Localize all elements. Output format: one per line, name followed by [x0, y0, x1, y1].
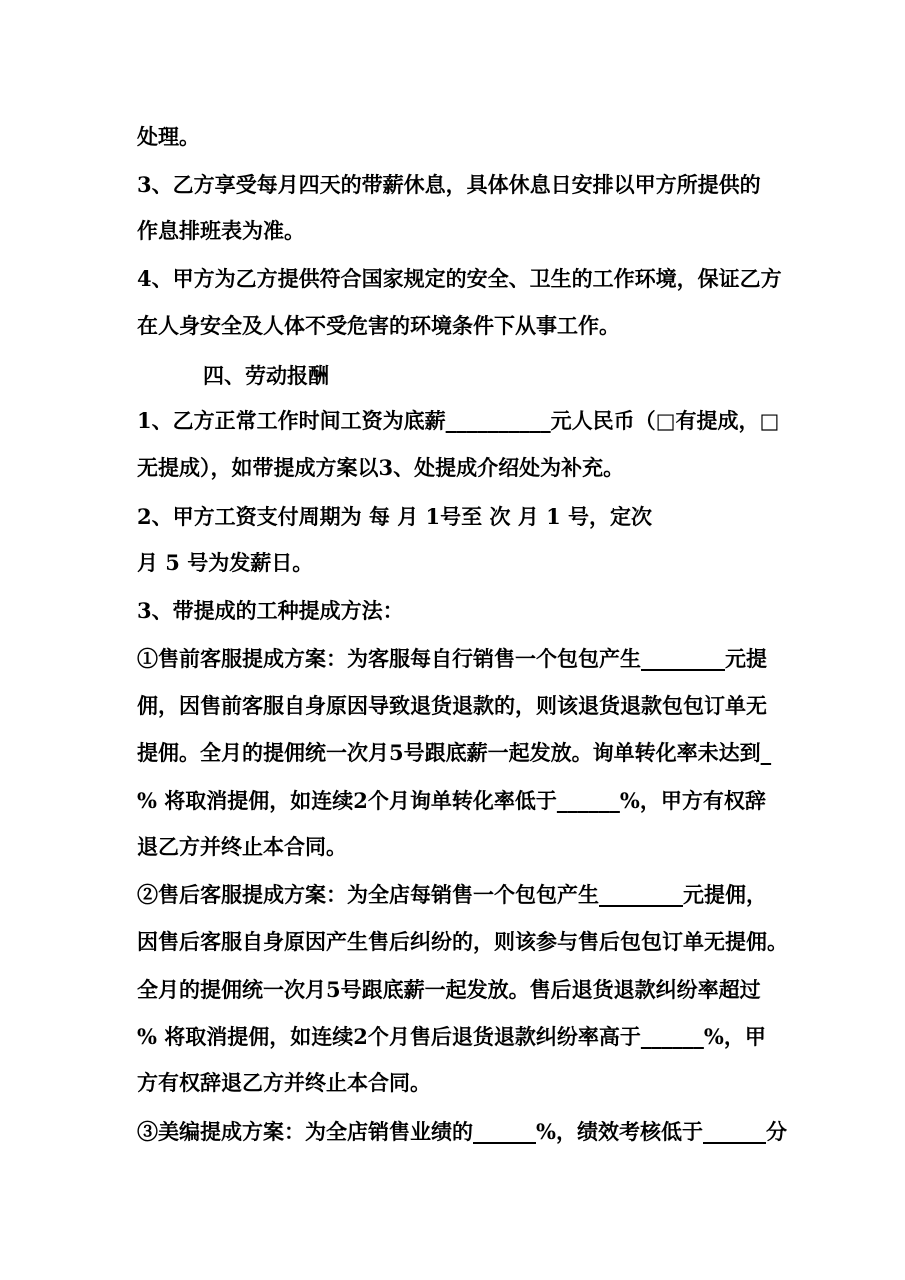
text-line: 2、甲方工资支付周期为 每 月 1号至 次 月 1 号，定次	[137, 504, 653, 529]
text-line: 1、乙方正常工作时间工资为底薪__________元人民币（□有提成，□	[137, 408, 780, 433]
text-line: 处理。	[137, 124, 200, 149]
text-line: ②售后客服提成方案：为全店每销售一个包包产生________元提佣，	[137, 882, 767, 907]
text-line: 因售后客服自身原因产生售后纠纷的，则该参与售后包包订单无提佣。	[137, 929, 788, 954]
section-heading: 四、劳动报酬	[203, 363, 329, 388]
text-line: 全月的提佣统一次月5号跟底薪一起发放。售后退货退款纠纷率超过	[137, 977, 761, 1002]
text-line: 3、带提成的工种提成方法：	[137, 598, 404, 623]
text-line: 作息排班表为准。	[137, 218, 305, 243]
text-line: 3、乙方享受每月四天的带薪休息，具体休息日安排以甲方所提供的	[137, 172, 761, 197]
text-line: 月 5 号为发薪日。	[137, 550, 314, 575]
text-line: 无提成），如带提成方案以3、处提成介绍处为补充。	[137, 455, 625, 480]
text-line: ①售前客服提成方案：为客服每自行销售一个包包产生________元提	[137, 646, 767, 671]
text-line: ③美编提成方案：为全店销售业绩的______%，绩效考核低于______分	[137, 1119, 787, 1144]
text-line: 退乙方并终止本合同。	[137, 834, 347, 859]
text-line: 4、甲方为乙方提供符合国家规定的安全、卫生的工作环境，保证乙方	[137, 266, 782, 291]
text-line: 在人身安全及人体不受危害的环境条件下从事工作。	[137, 313, 620, 338]
text-line: 佣，因售前客服自身原因导致退货退款的，则该退货退款包包订单无	[137, 693, 767, 718]
text-line: % 将取消提佣，如连续2个月售后退货退款纠纷率高于______%，甲	[137, 1024, 766, 1049]
text-line: 提佣。全月的提佣统一次月5号跟底薪一起发放。询单转化率未达到_	[137, 740, 772, 765]
text-line: % 将取消提佣，如连续2个月询单转化率低于______%，甲方有权辞	[137, 788, 766, 813]
text-line: 方有权辞退乙方并终止本合同。	[137, 1070, 431, 1095]
